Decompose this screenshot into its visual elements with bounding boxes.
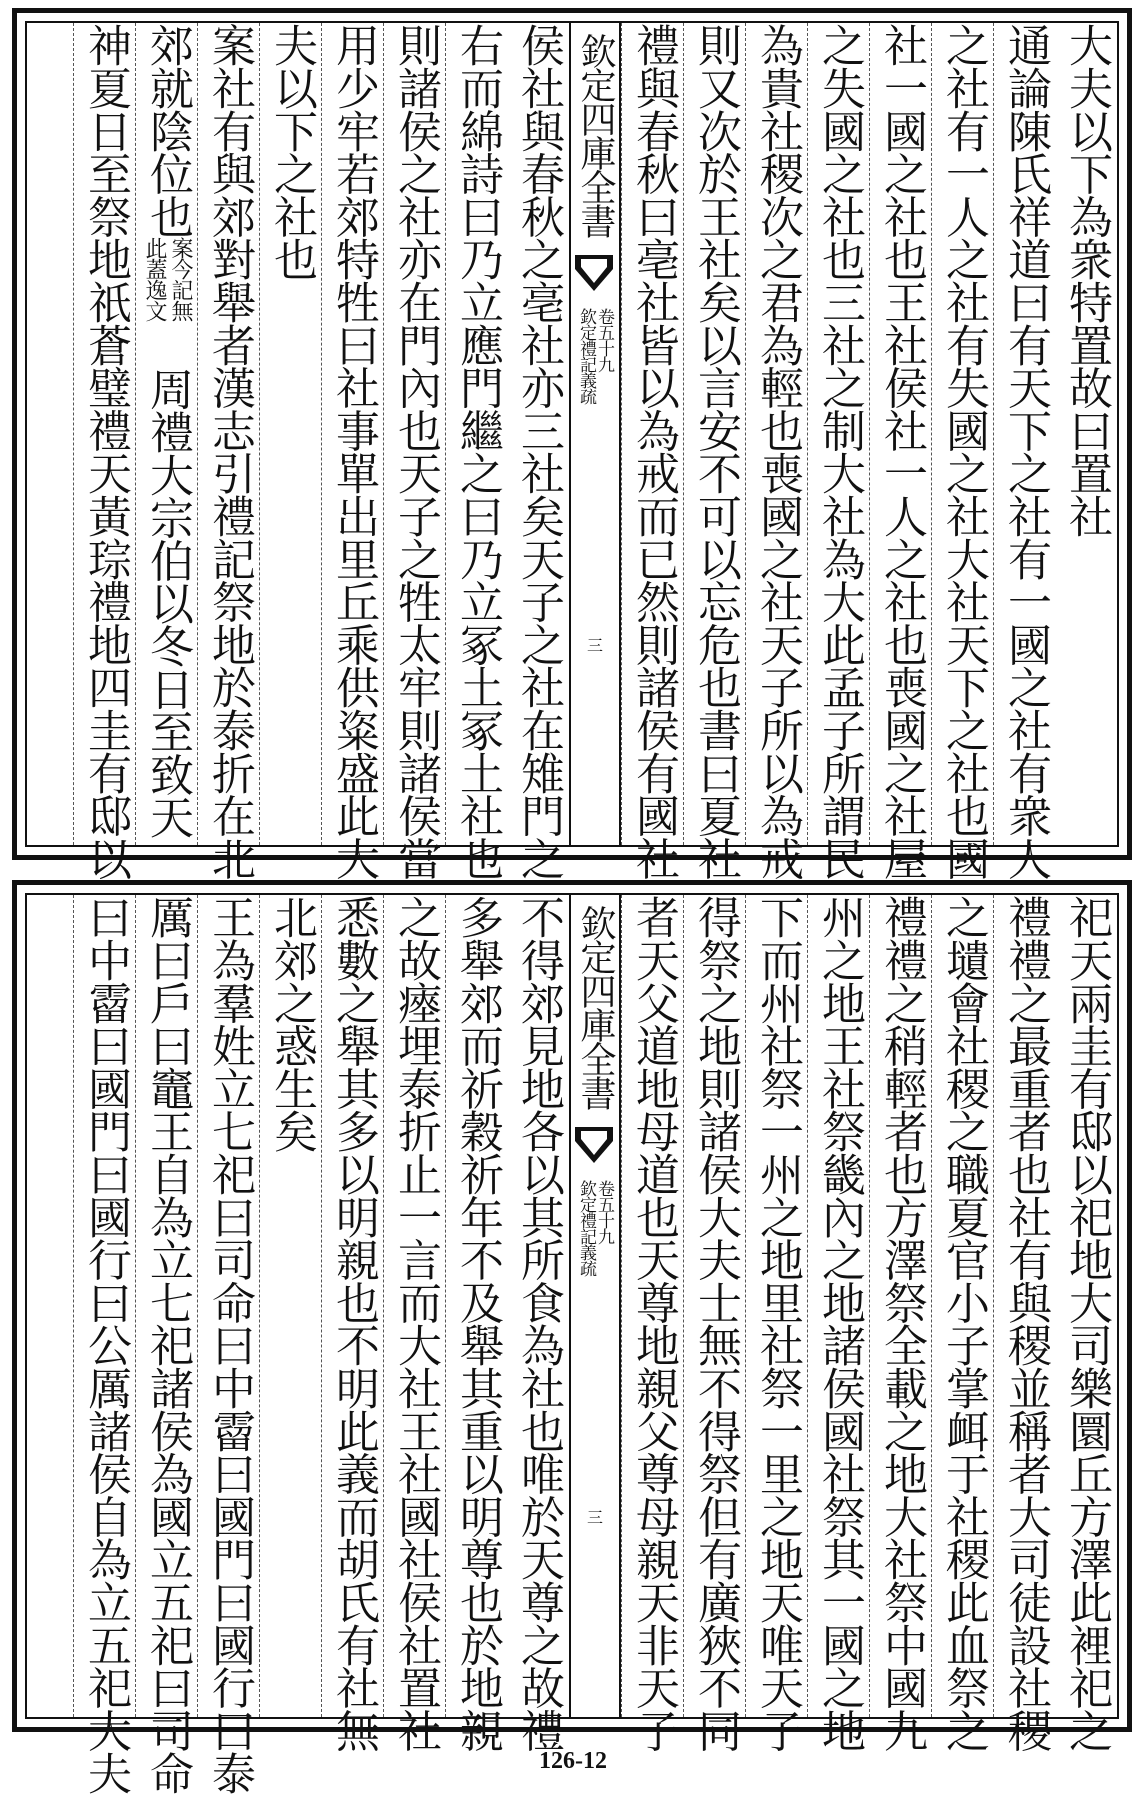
column-text: 悉數之舉其多以明親也不明此義而胡氏有社無: [328, 895, 379, 1752]
text-column: [383, 23, 446, 880]
inline-note: 此蓋逸文: [142, 237, 167, 322]
text-column: [621, 895, 684, 1752]
column-text: 禮禮之最重者也社有與稷並稱者大司徒設社稷: [1000, 895, 1051, 1752]
page-footer-number: 126-12: [539, 1748, 607, 1774]
column-text: 用少牢若郊特牲曰社事單出里丘乘供粢盛此大: [328, 23, 379, 880]
column-text: 之社有一人之社有失國之社大社天下之社也國: [938, 23, 989, 880]
column-text: 為貴社稷次之君為輕也喪國之社天子所以為戒: [752, 23, 803, 880]
text-column: [869, 23, 932, 880]
column-text: 之故瘞埋泰折止一言而大社王社國社侯社置社: [390, 895, 441, 1752]
column-text: 得祭之地則諸侯大夫士無不得祭但有廣狹不同: [690, 895, 741, 1752]
text-column: [745, 895, 808, 1752]
text-column: [383, 895, 446, 1752]
text-column: [869, 895, 932, 1752]
column-text: 之壝會社稷之職夏官小子掌衈于社稷此血祭之: [938, 895, 989, 1752]
text-column: [197, 895, 260, 1794]
text-column: [931, 895, 994, 1752]
column-text: 通論陳氏祥道曰有天下之社有一國之社有衆人: [1000, 23, 1051, 880]
text-column: [621, 23, 684, 880]
column-text: 禮與春秋曰亳社皆以為戒而已然則諸侯有國社: [628, 23, 679, 880]
column-text: 北郊之惑生矣: [266, 895, 317, 1152]
column-text: 郊就陰位也: [142, 23, 193, 238]
header-sub-left: 卷五十九: [594, 308, 614, 372]
text-column-with-note: [135, 23, 198, 845]
column-text: 大夫以下為衆特置故曰置社: [1061, 23, 1112, 537]
column-text: 多舉郊而祈穀祈年不及舉其重以明尊也於地親: [452, 895, 503, 1752]
text-column: [993, 895, 1056, 1752]
column-text: 侯社與春秋之亳社亦三社矣天子之社在雉門之: [513, 23, 564, 880]
text-column: [993, 23, 1056, 880]
text-column: [197, 23, 260, 880]
header-title: 欽定四庫全書: [575, 33, 616, 237]
text-column: [931, 23, 994, 880]
fishtail-mark-icon: [575, 255, 613, 295]
text-column: [73, 23, 136, 880]
text-column: [73, 895, 136, 1794]
text-column: [259, 895, 322, 1717]
text-column: [683, 895, 746, 1752]
column-text: 則諸侯之社亦在門內也天子之牲太牢則諸侯當: [390, 23, 441, 880]
header-sub-left: 卷五十九: [594, 1180, 614, 1244]
column-text: 社一國之社也王社侯社一人之社也喪國之社屋: [876, 23, 927, 880]
column-text: 則又次於王社矣以言安不可以忘危也書曰夏社: [690, 23, 741, 880]
column-text: 右而綿詩曰乃立應門繼之曰乃立冢土冢土社也: [452, 23, 503, 880]
inline-note: 案今記無: [168, 237, 193, 322]
column-text: 王為羣姓立七祀曰司命曰中霤曰國門曰國行曰泰: [204, 895, 255, 1794]
leaf-number: 三: [586, 636, 603, 655]
page-frame: [25, 21, 1119, 880]
column-text: 周禮大宗伯以冬日至致天: [142, 367, 193, 838]
leaf-number: 三: [586, 1508, 603, 1527]
column-text: 不得郊見地各以其所食為社也唯於天尊之故禮: [513, 895, 564, 1752]
text-column: [683, 23, 746, 880]
header-title: 欽定四庫全書: [575, 905, 616, 1109]
column-text: 之失國之社也三社之制大社為大此孟子所謂民: [814, 23, 865, 880]
column-text: 夫以下之社也: [266, 23, 317, 280]
text-column: [259, 23, 322, 845]
text-column: [807, 23, 870, 880]
column-text: 者天父道地母道也天尊地親父尊母親天非天子: [628, 895, 679, 1752]
column-text: 曰中霤曰國門曰國行曰公厲諸侯自為立五祀大夫: [80, 895, 131, 1794]
column-text: 下而州社祭一州之地里社祭一里之地天唯天子: [752, 895, 803, 1752]
text-column: [445, 23, 508, 880]
column-text: 厲曰戶曰竈王自為立七祀諸侯為國立五祀曰司命: [142, 895, 193, 1794]
center-header: [569, 895, 621, 1717]
header-sub-right: 欽定禮記義疏: [576, 308, 596, 404]
text-column: [1055, 895, 1117, 1752]
text-column: [745, 23, 808, 880]
text-column: [321, 895, 384, 1752]
text-column: [445, 895, 508, 1752]
column-text: 祀天兩圭有邸以祀地大司樂圜丘方澤此裡祀之: [1061, 895, 1112, 1752]
column-text: 案社有與郊對舉者漢志引禮記祭地於泰折在北: [204, 23, 255, 880]
text-column: [507, 23, 569, 880]
fishtail-mark-icon: [575, 1127, 613, 1167]
text-column: [1055, 23, 1117, 845]
page-top: [12, 8, 1132, 880]
center-header: [569, 23, 621, 845]
header-sub-right: 欽定禮記義疏: [576, 1180, 596, 1276]
text-column: [507, 895, 569, 1752]
text-column: [321, 23, 384, 880]
text-column: [807, 895, 870, 1752]
column-text: 神夏日至祭地祇蒼璧禮天黃琮禮地四圭有邸以: [80, 23, 131, 880]
column-text: 禮禮之稍輕者也方澤祭全載之地大社祭中國九: [876, 895, 927, 1752]
column-text: 州之地王社祭畿內之地諸侯國社祭其一國之地: [814, 895, 865, 1752]
text-column: [135, 895, 198, 1794]
